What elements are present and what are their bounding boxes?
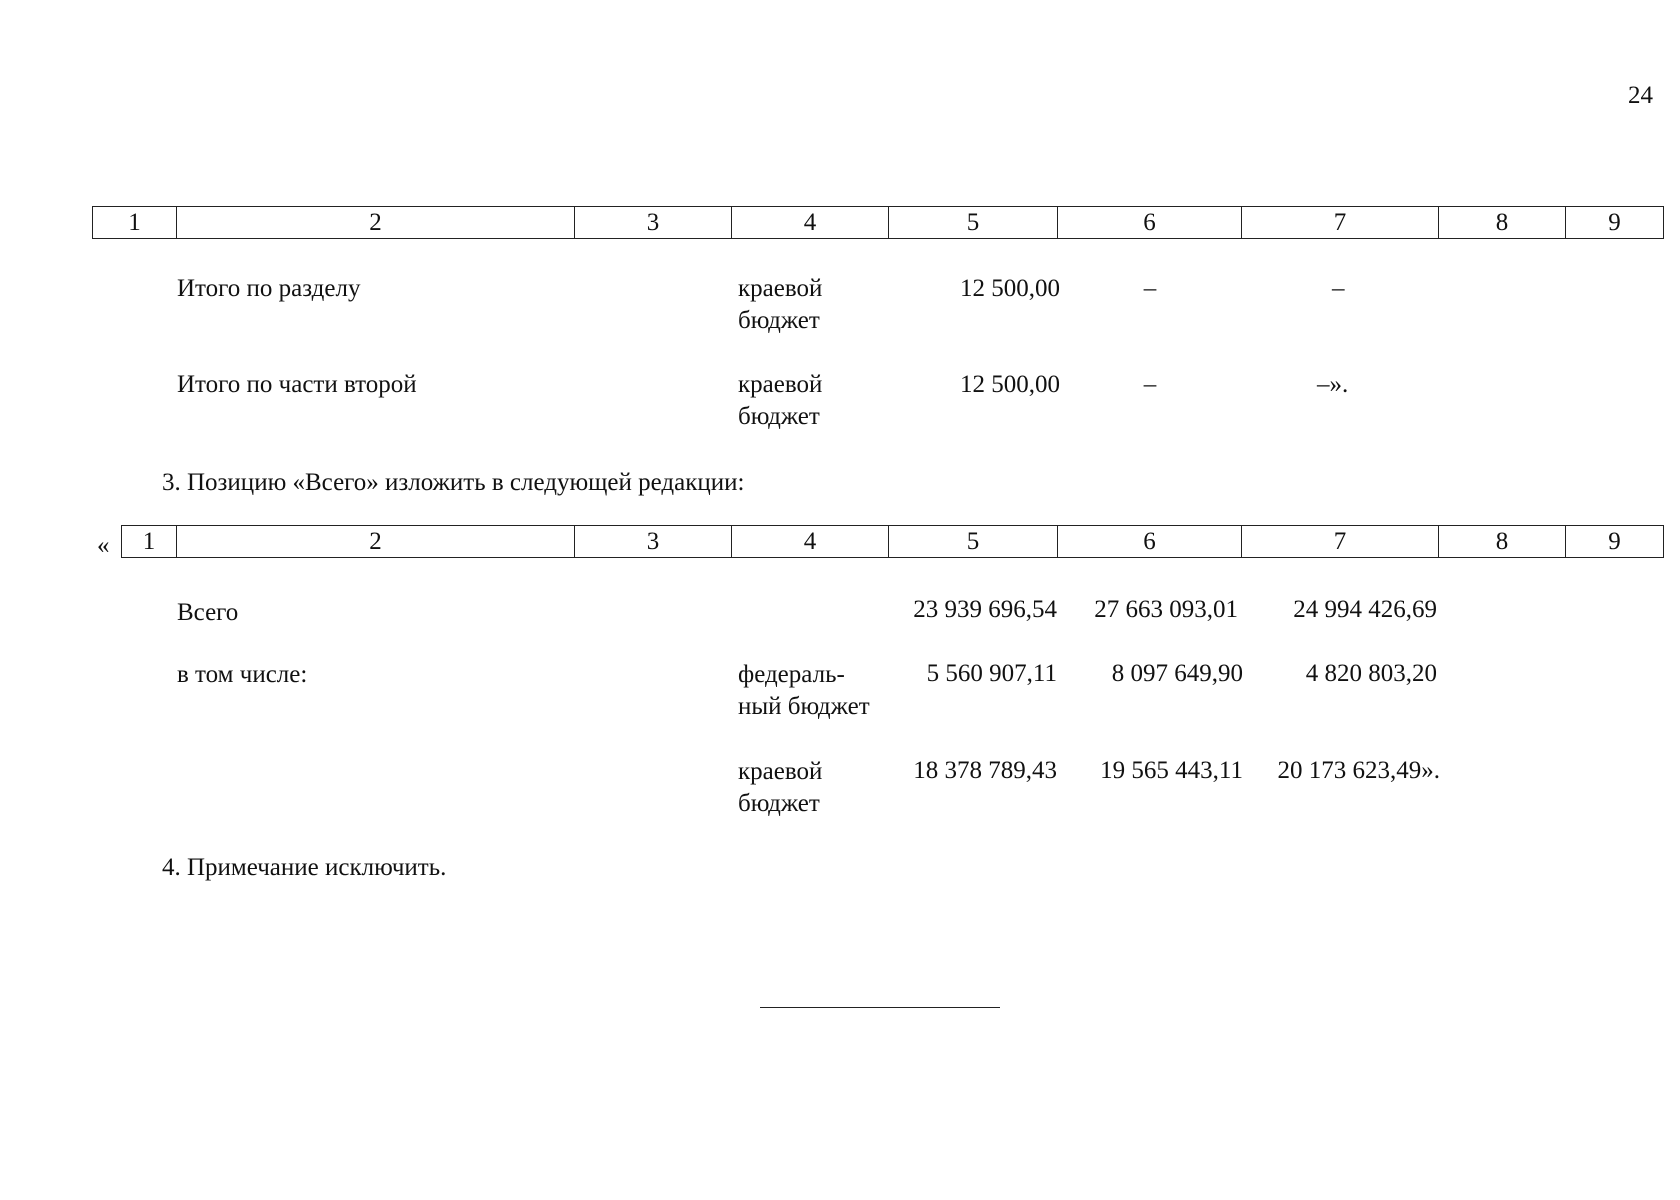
value-col6: 27 663 093,01 bbox=[1094, 596, 1238, 623]
row-label: Всего bbox=[177, 599, 239, 626]
value-col7: 20 173 623,49». bbox=[1277, 757, 1440, 784]
value-col5: 12 500,00 bbox=[960, 371, 1060, 398]
column-number: 3 bbox=[575, 526, 732, 558]
column-number: 3 bbox=[575, 207, 732, 239]
closing-divider-line bbox=[760, 1007, 1000, 1008]
value-col5: 18 378 789,43 bbox=[913, 757, 1057, 784]
column-number: 6 bbox=[1058, 526, 1242, 558]
budget-source: федераль- bbox=[738, 661, 845, 688]
value-col5: 23 939 696,54 bbox=[913, 596, 1057, 623]
column-number: 5 bbox=[889, 526, 1058, 558]
value-col7: 4 820 803,20 bbox=[1305, 660, 1437, 687]
column-number: 8 bbox=[1439, 526, 1566, 558]
column-number: 4 bbox=[732, 207, 889, 239]
column-number: 7 bbox=[1242, 526, 1439, 558]
budget-source: краевой bbox=[738, 275, 823, 302]
budget-source: краевой bbox=[738, 758, 823, 785]
value-col6: 19 565 443,11 bbox=[1100, 757, 1243, 784]
value-col5: 12 500,00 bbox=[960, 275, 1060, 302]
value-col6: – bbox=[1143, 275, 1157, 302]
value-col6: – bbox=[1143, 371, 1157, 398]
column-number: 7 bbox=[1242, 207, 1439, 239]
row-label: Итого по части второй bbox=[177, 371, 417, 398]
value-col6: 8 097 649,90 bbox=[1111, 660, 1243, 687]
value-col5: 5 560 907,11 bbox=[926, 660, 1057, 687]
budget-source: ный бюджет bbox=[738, 693, 870, 720]
value-col7: – bbox=[1332, 275, 1345, 302]
column-number: 4 bbox=[732, 526, 889, 558]
page-number: 24 bbox=[1628, 82, 1653, 109]
column-number: 1 bbox=[93, 207, 177, 239]
column-number-header bbox=[92, 206, 1664, 239]
budget-source: краевой bbox=[738, 371, 823, 398]
row-label: в том числе: bbox=[177, 661, 308, 688]
item-4-paragraph: 4. Примечание исключить. bbox=[162, 854, 447, 881]
opening-quote: « bbox=[97, 532, 110, 559]
column-number: 9 bbox=[1566, 526, 1664, 558]
column-number: 2 bbox=[177, 526, 575, 558]
row-label: Итого по разделу bbox=[177, 275, 361, 302]
column-number-header bbox=[121, 525, 1664, 558]
value-col7: –». bbox=[1317, 371, 1349, 398]
budget-source: бюджет bbox=[738, 403, 820, 430]
budget-source: бюджет bbox=[738, 307, 820, 334]
column-number: 9 bbox=[1566, 207, 1664, 239]
column-number: 1 bbox=[122, 526, 177, 558]
column-number: 8 bbox=[1439, 207, 1566, 239]
column-number: 2 bbox=[177, 207, 575, 239]
budget-source: бюджет bbox=[738, 790, 820, 817]
column-number: 6 bbox=[1058, 207, 1242, 239]
item-3-paragraph: 3. Позицию «Всего» изложить в следующей редакции: bbox=[162, 469, 745, 496]
column-number: 5 bbox=[889, 207, 1058, 239]
value-col7: 24 994 426,69 bbox=[1293, 596, 1437, 623]
